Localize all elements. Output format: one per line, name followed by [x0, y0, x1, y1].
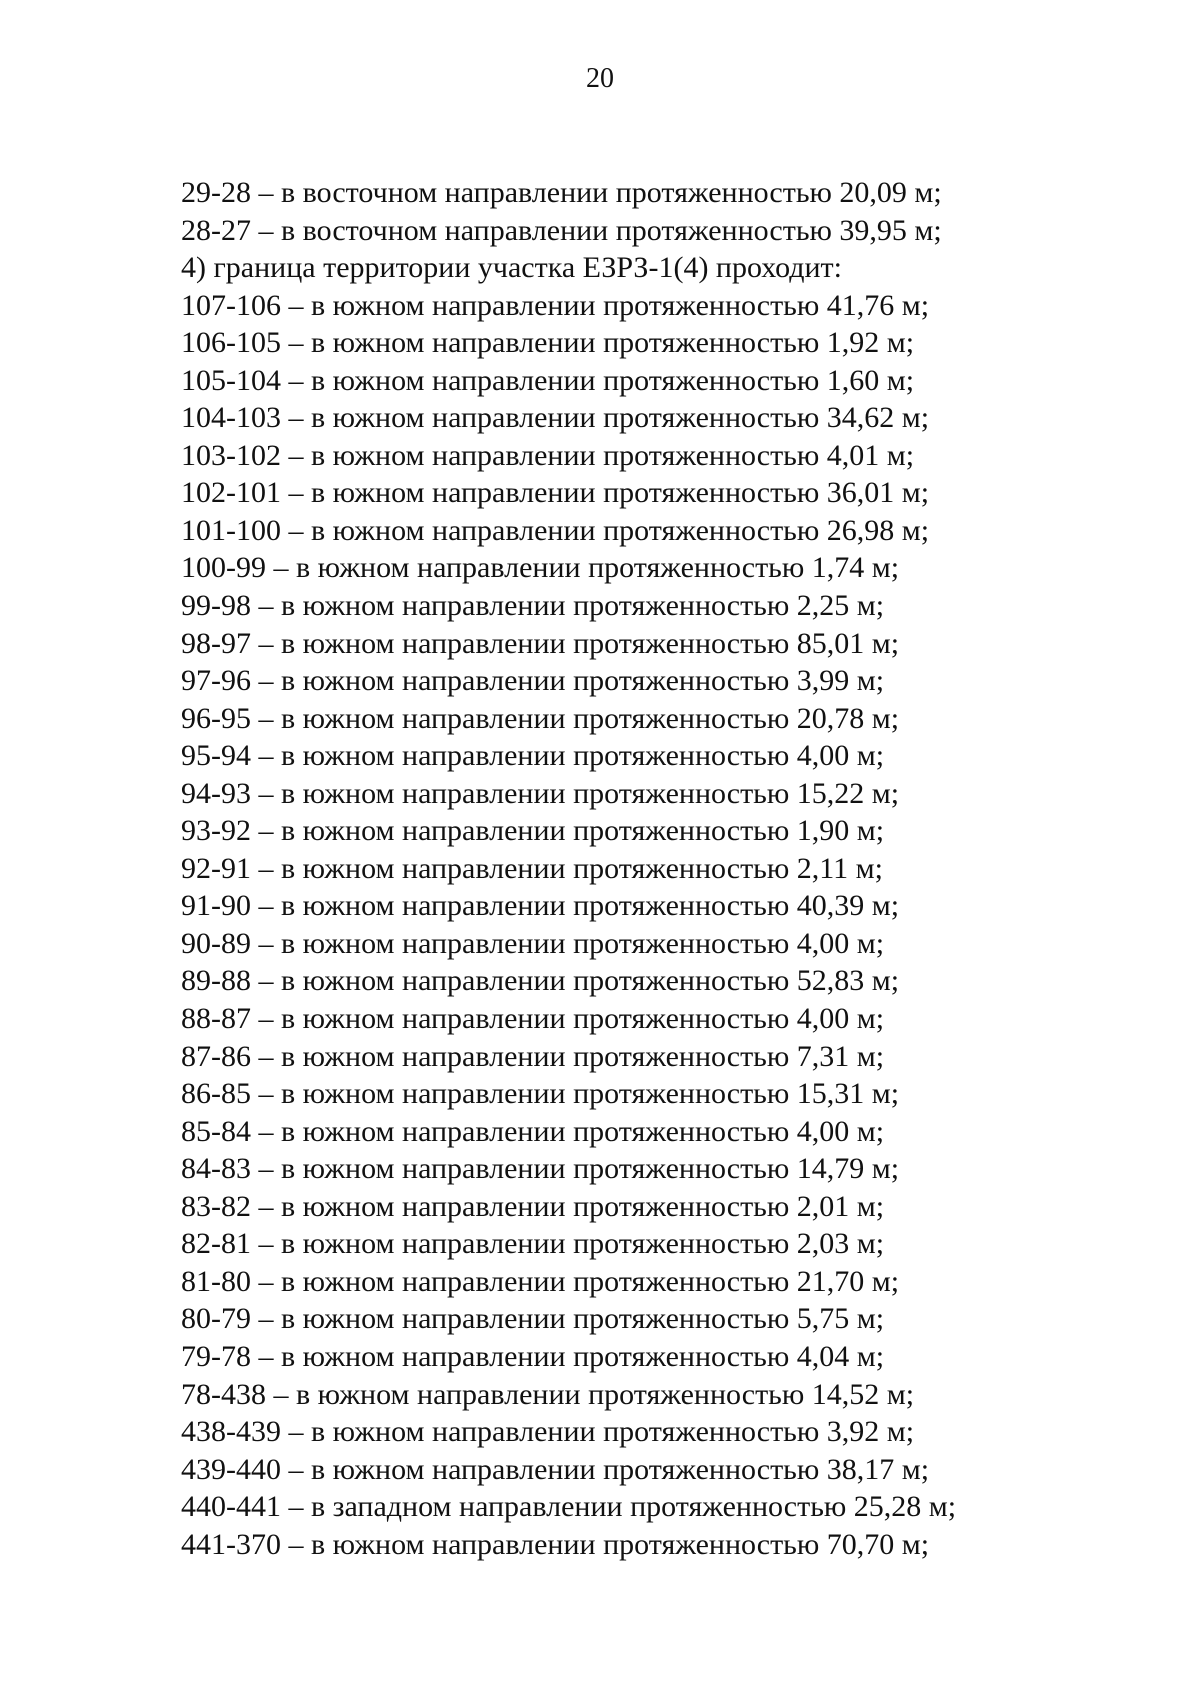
text-line: 98-97 – в южном направлении протяженностью 85,01 м; — [181, 626, 900, 660]
text-line: 29-28 – в восточном направлении протяженностью 20,09 м; — [181, 176, 942, 209]
text-line: 84-83 – в южном направлении протяженностью 14,79 м; — [181, 1152, 900, 1186]
text-line: 101-100 – в южном направлении протяженностью 26,98 м; — [181, 513, 930, 547]
text-line: 97-96 – в южном направлении протяженностью 3,99 м; — [181, 664, 885, 698]
section-heading: 4) граница территории участка ЕЗРЗ-1(4) проходит: — [181, 251, 842, 285]
text-line: 95-94 – в южном направлении протяженностью 4,00 м; — [181, 739, 885, 773]
text-line: 78-438 – в южном направлении протяженностью 14,52 м; — [181, 1377, 915, 1411]
text-line: 106-105 – в южном направлении протяженностью 1,92 м; — [181, 326, 915, 360]
text-line: 441-370 – в южном направлении протяженностью 70,70 м; — [181, 1527, 930, 1561]
text-line: 83-82 – в южном направлении протяженностью 2,01 м; — [181, 1189, 885, 1223]
text-line: 88-87 – в южном направлении протяженностью 4,00 м; — [181, 1002, 885, 1036]
text-line: 440-441 – в западном направлении протяженностью 25,28 м; — [181, 1490, 957, 1524]
text-line: 79-78 – в южном направлении протяженностью 4,04 м; — [181, 1339, 885, 1373]
text-line: 105-104 – в южном направлении протяженностью 1,60 м; — [181, 363, 915, 397]
text-line: 80-79 – в южном направлении протяженностью 5,75 м; — [181, 1302, 885, 1336]
document-body — [181, 174, 1131, 1563]
text-line: 99-98 – в южном направлении протяженностью 2,25 м; — [181, 589, 885, 623]
text-line: 102-101 – в южном направлении протяженностью 36,01 м; — [181, 476, 930, 510]
text-line: 94-93 – в южном направлении протяженностью 15,22 м; — [181, 776, 900, 810]
text-line: 92-91 – в южном направлении протяженностью 2,11 м; — [181, 851, 883, 885]
text-line: 438-439 – в южном направлении протяженностью 3,92 м; — [181, 1415, 915, 1449]
text-line: 107-106 – в южном направлении протяженностью 41,76 м; — [181, 288, 930, 322]
text-line: 87-86 – в южном направлении протяженностью 7,31 м; — [181, 1039, 885, 1073]
text-line: 104-103 – в южном направлении протяженностью 34,62 м; — [181, 401, 930, 435]
text-line: 93-92 – в южном направлении протяженностью 1,90 м; — [181, 814, 885, 848]
page-number: 20 — [586, 63, 614, 94]
text-line: 91-90 – в южном направлении протяженностью 40,39 м; — [181, 889, 900, 923]
text-line: 81-80 – в южном направлении протяженностью 21,70 м; — [181, 1264, 900, 1298]
text-line: 86-85 – в южном направлении протяженностью 15,31 м; — [181, 1077, 900, 1111]
text-line: 96-95 – в южном направлении протяженностью 20,78 м; — [181, 701, 900, 735]
text-line: 90-89 – в южном направлении протяженностью 4,00 м; — [181, 926, 885, 960]
text-line: 103-102 – в южном направлении протяженностью 4,01 м; — [181, 438, 915, 472]
text-line: 28-27 – в восточном направлении протяженностью 39,95 м; — [181, 213, 942, 247]
text-line: 100-99 – в южном направлении протяженностью 1,74 м; — [181, 551, 900, 585]
text-line: 82-81 – в южном направлении протяженностью 2,03 м; — [181, 1227, 885, 1261]
text-line: 85-84 – в южном направлении протяженностью 4,00 м; — [181, 1114, 885, 1148]
text-line: 89-88 – в южном направлении протяженностью 52,83 м; — [181, 964, 900, 998]
text-line: 439-440 – в южном направлении протяженностью 38,17 м; — [181, 1452, 930, 1486]
